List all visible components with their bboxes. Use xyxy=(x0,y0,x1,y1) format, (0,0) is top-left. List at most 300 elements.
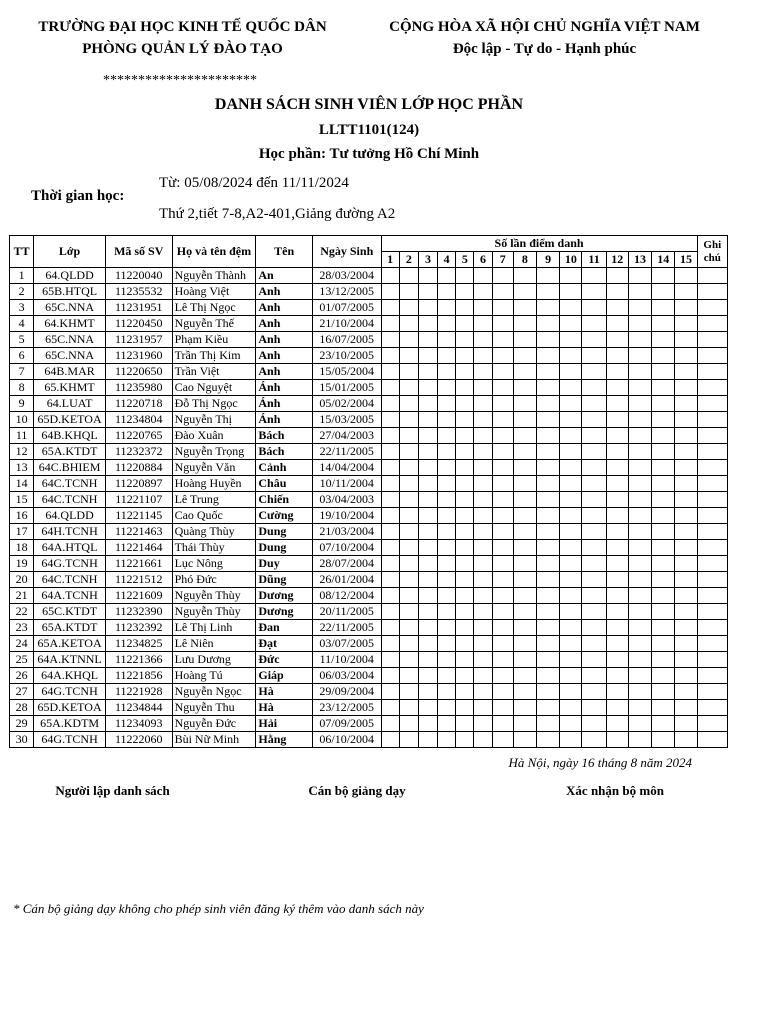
row-surname: Nguyễn Thế xyxy=(172,316,256,332)
attendance-cell xyxy=(418,396,437,412)
attendance-cell xyxy=(560,428,582,444)
row-tt: 19 xyxy=(10,556,34,572)
row-tt: 28 xyxy=(10,700,34,716)
row-name: Ánh xyxy=(256,380,313,396)
attendance-cell xyxy=(537,588,560,604)
attendance-cell xyxy=(652,588,675,604)
row-surname: Nguyễn Văn xyxy=(172,460,256,476)
table-row xyxy=(10,300,728,316)
row-student-id: 11221856 xyxy=(105,668,172,684)
attendance-cell xyxy=(513,476,536,492)
attendance-cell xyxy=(652,700,675,716)
attendance-cell xyxy=(675,412,697,428)
row-name: Dương xyxy=(256,588,313,604)
row-class: 65C.NNA xyxy=(34,348,106,364)
attendance-cell xyxy=(652,380,675,396)
row-tt: 3 xyxy=(10,300,34,316)
row-student-id: 11221928 xyxy=(105,684,172,700)
row-student-id: 11221366 xyxy=(105,652,172,668)
row-class: 65D.KETOA xyxy=(34,700,106,716)
row-name: Cảnh xyxy=(256,460,313,476)
attendance-cell xyxy=(381,396,399,412)
attendance-cell xyxy=(492,412,513,428)
attendance-cell xyxy=(606,460,628,476)
attendance-cell xyxy=(513,428,536,444)
attendance-cell xyxy=(381,540,399,556)
attendance-cell xyxy=(675,668,697,684)
attendance-cell xyxy=(606,268,628,284)
attendance-cell xyxy=(628,428,651,444)
attendance-cell xyxy=(438,700,456,716)
table-row xyxy=(10,492,728,508)
note-cell xyxy=(697,668,727,684)
university-name: TRƯỜNG ĐẠI HỌC KINH TẾ QUỐC DÂN xyxy=(38,19,327,35)
attendance-cell xyxy=(652,268,675,284)
attendance-cell xyxy=(474,636,492,652)
attendance-cell xyxy=(474,556,492,572)
attendance-cell xyxy=(438,716,456,732)
attendance-cell xyxy=(492,620,513,636)
row-dob: 11/10/2004 xyxy=(312,652,381,668)
attendance-cell xyxy=(456,412,474,428)
row-dob: 07/09/2005 xyxy=(312,716,381,732)
row-surname: Cao Nguyệt xyxy=(172,380,256,396)
row-surname: Phạm Kiều xyxy=(172,332,256,348)
attendance-cell xyxy=(381,732,399,748)
row-surname: Lê Thị Ngọc xyxy=(172,300,256,316)
row-surname: Hoàng Huyền xyxy=(172,476,256,492)
attendance-cell xyxy=(513,572,536,588)
attendance-cell xyxy=(628,668,651,684)
attendance-cell xyxy=(652,540,675,556)
attendance-cell xyxy=(438,444,456,460)
attendance-cell xyxy=(606,716,628,732)
attendance-cell xyxy=(418,348,437,364)
attendance-cell xyxy=(606,732,628,748)
table-row xyxy=(10,524,728,540)
attendance-cell xyxy=(606,684,628,700)
attendance-cell xyxy=(560,556,582,572)
attendance-cell xyxy=(582,604,606,620)
attendance-cell xyxy=(474,476,492,492)
attendance-cell xyxy=(399,652,418,668)
row-surname: Thái Thùy xyxy=(172,540,256,556)
session-number: 2 xyxy=(399,252,418,268)
attendance-cell xyxy=(582,444,606,460)
row-name: Anh xyxy=(256,300,313,316)
session-number: 14 xyxy=(652,252,675,268)
attendance-cell xyxy=(675,732,697,748)
attendance-cell xyxy=(456,476,474,492)
row-surname: Trần Việt xyxy=(172,364,256,380)
attendance-cell xyxy=(381,444,399,460)
attendance-cell xyxy=(675,380,697,396)
table-row xyxy=(10,556,728,572)
table-row xyxy=(10,540,728,556)
attendance-cell xyxy=(492,316,513,332)
attendance-cell xyxy=(381,428,399,444)
signature-dept-confirm: Xác nhận bộ môn xyxy=(566,783,664,798)
attendance-cell xyxy=(399,572,418,588)
attendance-cell xyxy=(381,364,399,380)
row-class: 65C.NNA xyxy=(34,332,106,348)
row-surname: Nguyễn Thu xyxy=(172,700,256,716)
table-row xyxy=(10,348,728,364)
attendance-cell xyxy=(513,716,536,732)
row-name: Chiến xyxy=(256,492,313,508)
row-dob: 27/04/2003 xyxy=(312,428,381,444)
attendance-cell xyxy=(399,492,418,508)
attendance-cell xyxy=(582,700,606,716)
note-cell xyxy=(697,412,727,428)
attendance-cell xyxy=(381,524,399,540)
attendance-cell xyxy=(438,300,456,316)
attendance-cell xyxy=(537,540,560,556)
table-row xyxy=(10,732,728,748)
attendance-cell xyxy=(474,732,492,748)
attendance-cell xyxy=(399,332,418,348)
row-class: 65.KHMT xyxy=(34,380,106,396)
row-name: Đức xyxy=(256,652,313,668)
attendance-cell xyxy=(675,716,697,732)
row-tt: 14 xyxy=(10,476,34,492)
row-class: 64G.TCNH xyxy=(34,684,106,700)
row-tt: 30 xyxy=(10,732,34,748)
attendance-cell xyxy=(582,652,606,668)
attendance-cell xyxy=(492,556,513,572)
attendance-cell xyxy=(399,300,418,316)
attendance-cell xyxy=(628,588,651,604)
attendance-cell xyxy=(606,428,628,444)
attendance-cell xyxy=(628,556,651,572)
attendance-cell xyxy=(628,316,651,332)
row-surname: Đào Xuân xyxy=(172,428,256,444)
attendance-cell xyxy=(381,332,399,348)
row-class: 65B.HTQL xyxy=(34,284,106,300)
row-class: 64C.BHIEM xyxy=(34,460,106,476)
attendance-cell xyxy=(381,572,399,588)
row-dob: 06/03/2004 xyxy=(312,668,381,684)
attendance-cell xyxy=(675,364,697,380)
row-tt: 21 xyxy=(10,588,34,604)
attendance-cell xyxy=(560,732,582,748)
attendance-cell xyxy=(537,508,560,524)
row-name: Dung xyxy=(256,524,313,540)
note-cell xyxy=(697,300,727,316)
attendance-cell xyxy=(628,540,651,556)
attendance-cell xyxy=(606,396,628,412)
attendance-cell xyxy=(474,620,492,636)
col-dob: Ngày Sinh xyxy=(312,236,381,268)
attendance-cell xyxy=(537,604,560,620)
session-number: 12 xyxy=(606,252,628,268)
attendance-cell xyxy=(399,716,418,732)
row-class: 65A.KTDT xyxy=(34,444,106,460)
attendance-cell xyxy=(513,732,536,748)
attendance-cell xyxy=(628,492,651,508)
note-cell xyxy=(697,524,727,540)
row-surname: Nguyễn Thùy xyxy=(172,588,256,604)
row-class: 65A.KETOA xyxy=(34,636,106,652)
attendance-cell xyxy=(652,508,675,524)
attendance-cell xyxy=(456,716,474,732)
attendance-cell xyxy=(474,444,492,460)
attendance-cell xyxy=(675,396,697,412)
attendance-cell xyxy=(399,412,418,428)
attendance-cell xyxy=(628,300,651,316)
row-name: Ánh xyxy=(256,412,313,428)
row-class: 64H.TCNH xyxy=(34,524,106,540)
table-row xyxy=(10,652,728,668)
attendance-cell xyxy=(560,284,582,300)
attendance-cell xyxy=(582,508,606,524)
row-student-id: 11220040 xyxy=(105,268,172,284)
attendance-cell xyxy=(418,492,437,508)
row-tt: 27 xyxy=(10,684,34,700)
attendance-cell xyxy=(675,556,697,572)
attendance-cell xyxy=(582,524,606,540)
attendance-cell xyxy=(474,604,492,620)
row-student-id: 11222060 xyxy=(105,732,172,748)
note-cell xyxy=(697,348,727,364)
attendance-cell xyxy=(456,508,474,524)
attendance-cell xyxy=(456,444,474,460)
attendance-cell xyxy=(560,412,582,428)
session-number: 7 xyxy=(492,252,513,268)
row-dob: 22/11/2005 xyxy=(312,444,381,460)
attendance-cell xyxy=(438,284,456,300)
attendance-cell xyxy=(418,540,437,556)
attendance-cell xyxy=(582,396,606,412)
attendance-cell xyxy=(438,636,456,652)
attendance-cell xyxy=(513,460,536,476)
row-name: Bách xyxy=(256,428,313,444)
attendance-cell xyxy=(537,460,560,476)
note-cell xyxy=(697,620,727,636)
attendance-cell xyxy=(399,508,418,524)
attendance-cell xyxy=(560,380,582,396)
attendance-cell xyxy=(560,588,582,604)
attendance-cell xyxy=(582,364,606,380)
row-dob: 28/07/2004 xyxy=(312,556,381,572)
attendance-cell xyxy=(560,604,582,620)
attendance-cell xyxy=(560,636,582,652)
attendance-cell xyxy=(513,508,536,524)
note-cell xyxy=(697,332,727,348)
signature-lecturer: Cán bộ giảng dạy xyxy=(308,783,406,798)
attendance-cell xyxy=(381,620,399,636)
col-student-id: Mã số SV xyxy=(105,236,172,268)
attendance-cell xyxy=(628,284,651,300)
row-dob: 10/11/2004 xyxy=(312,476,381,492)
class-code: LLTT1101(124) xyxy=(318,122,420,138)
row-surname: Lê Thị Linh xyxy=(172,620,256,636)
attendance-cell xyxy=(474,268,492,284)
attendance-cell xyxy=(675,524,697,540)
attendance-cell xyxy=(399,620,418,636)
attendance-cell xyxy=(399,444,418,460)
attendance-cell xyxy=(652,524,675,540)
attendance-cell xyxy=(652,716,675,732)
attendance-cell xyxy=(418,332,437,348)
attendance-cell xyxy=(628,700,651,716)
attendance-cell xyxy=(652,684,675,700)
row-student-id: 11231951 xyxy=(105,300,172,316)
attendance-cell xyxy=(537,364,560,380)
attendance-cell xyxy=(381,588,399,604)
row-dob: 19/10/2004 xyxy=(312,508,381,524)
attendance-cell xyxy=(399,588,418,604)
attendance-cell xyxy=(560,668,582,684)
attendance-cell xyxy=(560,268,582,284)
attendance-cell xyxy=(513,284,536,300)
row-tt: 11 xyxy=(10,428,34,444)
attendance-cell xyxy=(438,604,456,620)
attendance-cell xyxy=(438,316,456,332)
row-student-id: 11235980 xyxy=(105,380,172,396)
attendance-cell xyxy=(418,412,437,428)
table-row xyxy=(10,700,728,716)
row-tt: 4 xyxy=(10,316,34,332)
attendance-cell xyxy=(560,700,582,716)
session-number: 11 xyxy=(582,252,606,268)
republic-title: CỘNG HÒA XÃ HỘI CHỦ NGHĨA VIỆT NAM xyxy=(389,19,700,35)
attendance-cell xyxy=(381,716,399,732)
row-dob: 22/11/2005 xyxy=(312,620,381,636)
session-number: 8 xyxy=(513,252,536,268)
attendance-cell xyxy=(381,652,399,668)
attendance-cell xyxy=(652,572,675,588)
row-dob: 03/04/2003 xyxy=(312,492,381,508)
attendance-cell xyxy=(418,652,437,668)
attendance-cell xyxy=(628,348,651,364)
attendance-cell xyxy=(606,492,628,508)
attendance-cell xyxy=(474,572,492,588)
attendance-cell xyxy=(418,684,437,700)
attendance-cell xyxy=(438,412,456,428)
table-row xyxy=(10,620,728,636)
attendance-cell xyxy=(474,652,492,668)
attendance-cell xyxy=(418,268,437,284)
row-student-id: 11221464 xyxy=(105,540,172,556)
row-dob: 07/10/2004 xyxy=(312,540,381,556)
attendance-cell xyxy=(456,668,474,684)
session-number: 9 xyxy=(537,252,560,268)
attendance-cell xyxy=(606,444,628,460)
attendance-cell xyxy=(582,716,606,732)
attendance-cell xyxy=(606,572,628,588)
session-number: 5 xyxy=(456,252,474,268)
attendance-cell xyxy=(537,620,560,636)
row-student-id: 11221512 xyxy=(105,572,172,588)
attendance-cell xyxy=(606,668,628,684)
note-cell xyxy=(697,732,727,748)
attendance-cell xyxy=(474,300,492,316)
row-student-id: 11220765 xyxy=(105,428,172,444)
attendance-cell xyxy=(652,636,675,652)
attendance-cell xyxy=(438,364,456,380)
note-cell xyxy=(697,556,727,572)
attendance-cell xyxy=(474,348,492,364)
attendance-cell xyxy=(606,380,628,396)
attendance-cell xyxy=(560,508,582,524)
attendance-cell xyxy=(399,428,418,444)
row-name: Ánh xyxy=(256,396,313,412)
place-date: Hà Nội, ngày 16 tháng 8 năm 2024 xyxy=(508,755,692,770)
attendance-cell xyxy=(537,284,560,300)
note-cell xyxy=(697,316,727,332)
page-title: DANH SÁCH SINH VIÊN LỚP HỌC PHẦN xyxy=(214,96,524,113)
attendance-cell xyxy=(675,476,697,492)
row-dob: 23/10/2005 xyxy=(312,348,381,364)
attendance-cell xyxy=(418,316,437,332)
attendance-cell xyxy=(652,460,675,476)
attendance-cell xyxy=(513,300,536,316)
attendance-cell xyxy=(628,604,651,620)
row-class: 65A.KTDT xyxy=(34,620,106,636)
attendance-cell xyxy=(537,348,560,364)
row-class: 64.KHMT xyxy=(34,316,106,332)
attendance-cell xyxy=(418,364,437,380)
attendance-cell xyxy=(582,668,606,684)
row-student-id: 11220884 xyxy=(105,460,172,476)
attendance-cell xyxy=(418,428,437,444)
attendance-cell xyxy=(675,300,697,316)
attendance-cell xyxy=(399,668,418,684)
attendance-cell xyxy=(652,396,675,412)
attendance-cell xyxy=(438,460,456,476)
attendance-cell xyxy=(582,460,606,476)
attendance-cell xyxy=(474,716,492,732)
attendance-cell xyxy=(474,412,492,428)
row-dob: 29/09/2004 xyxy=(312,684,381,700)
attendance-cell xyxy=(418,476,437,492)
attendance-cell xyxy=(628,364,651,380)
attendance-cell xyxy=(492,524,513,540)
table-row xyxy=(10,604,728,620)
attendance-cell xyxy=(560,300,582,316)
row-student-id: 11220897 xyxy=(105,476,172,492)
row-dob: 28/03/2004 xyxy=(312,268,381,284)
session-number: 13 xyxy=(628,252,651,268)
attendance-cell xyxy=(438,524,456,540)
attendance-cell xyxy=(652,476,675,492)
note-cell xyxy=(697,636,727,652)
attendance-cell xyxy=(652,316,675,332)
attendance-cell xyxy=(438,588,456,604)
attendance-cell xyxy=(399,524,418,540)
attendance-cell xyxy=(652,444,675,460)
row-tt: 23 xyxy=(10,620,34,636)
attendance-cell xyxy=(652,604,675,620)
attendance-cell xyxy=(399,732,418,748)
attendance-cell xyxy=(582,732,606,748)
attendance-cell xyxy=(513,588,536,604)
row-tt: 8 xyxy=(10,380,34,396)
attendance-cell xyxy=(474,492,492,508)
attendance-cell xyxy=(456,268,474,284)
row-surname: Hoàng Tú xyxy=(172,668,256,684)
note-cell xyxy=(697,572,727,588)
row-student-id: 11221609 xyxy=(105,588,172,604)
row-student-id: 11220650 xyxy=(105,364,172,380)
row-student-id: 11231960 xyxy=(105,348,172,364)
attendance-cell xyxy=(582,332,606,348)
attendance-cell xyxy=(474,316,492,332)
note-cell xyxy=(697,700,727,716)
attendance-cell xyxy=(474,540,492,556)
attendance-cell xyxy=(381,668,399,684)
